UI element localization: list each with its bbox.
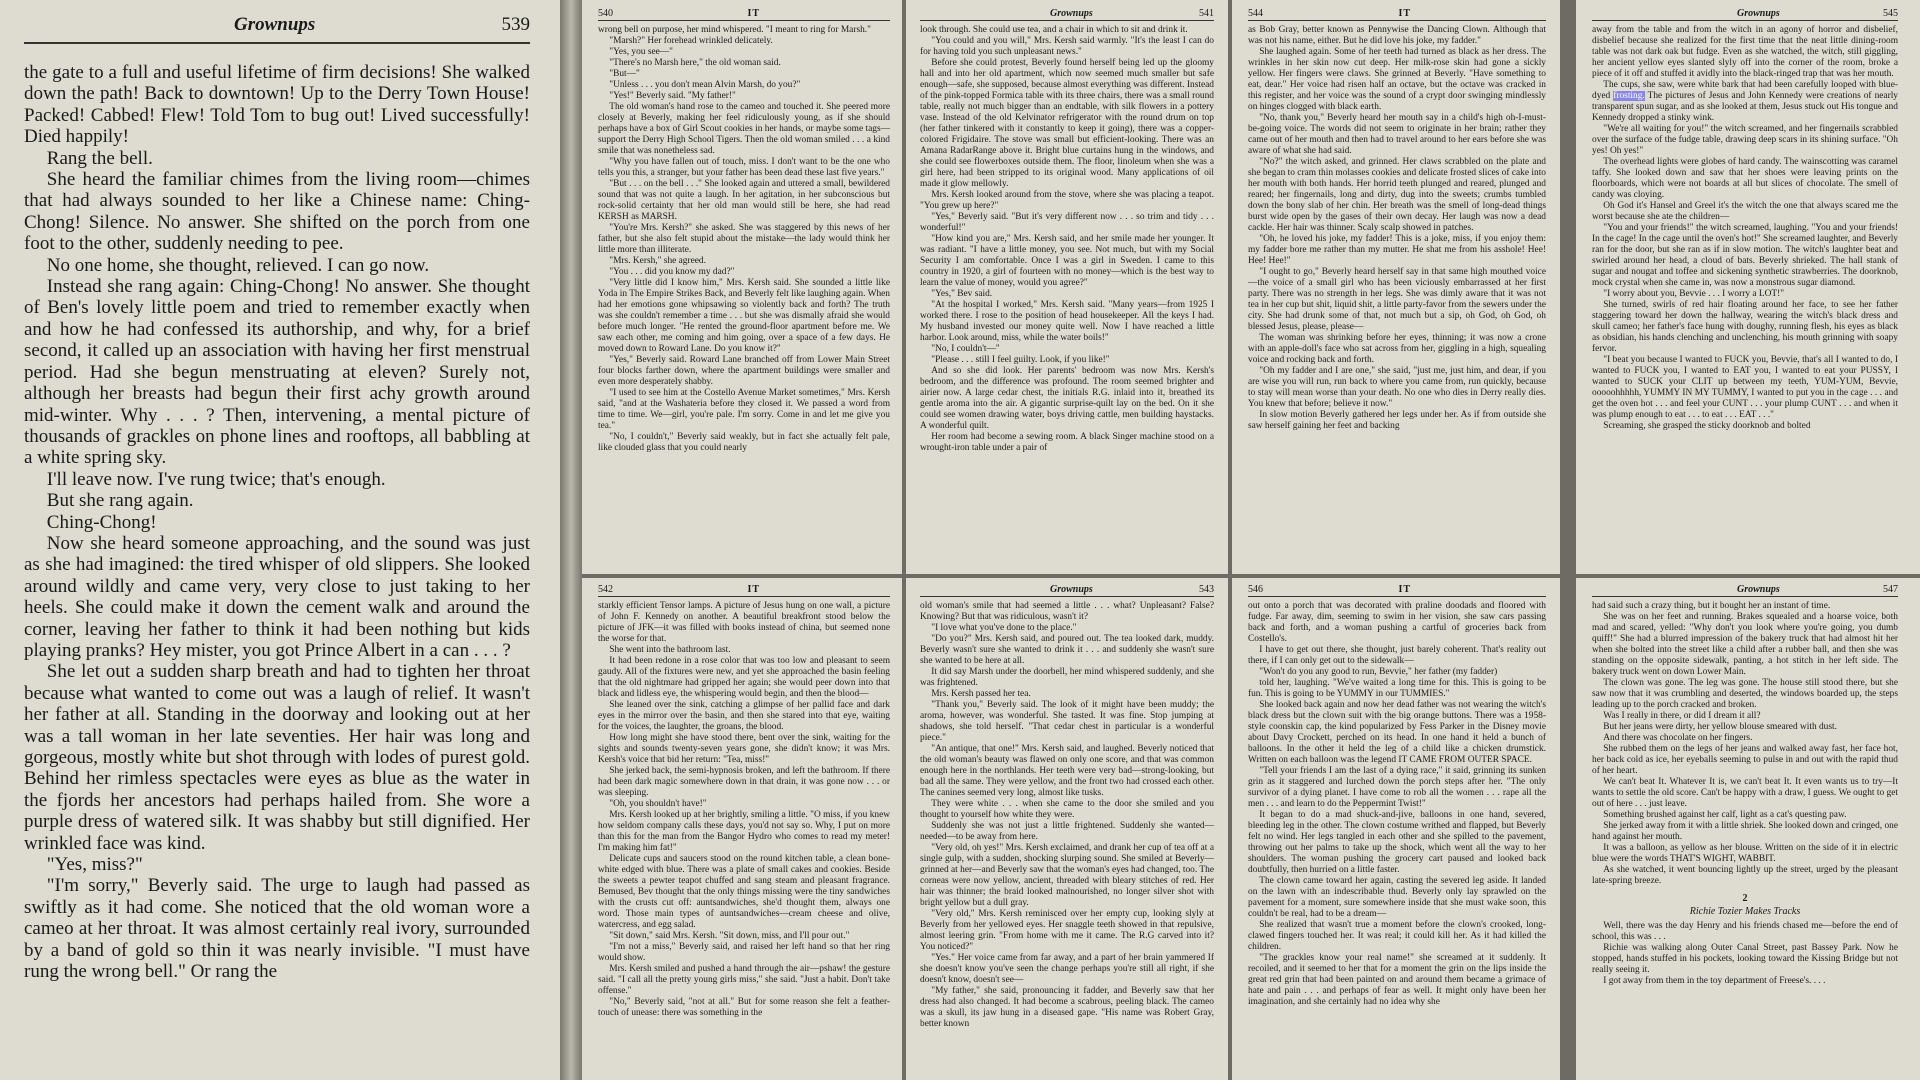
- paragraph: The cups, she saw, were white bark that had been carefully looped with blue-dyed frosting. The pictures of Jesus and John Kennedy were creations of nearly transparent spun sugar, and as she looked at them, Jesus stuck out His tongue and Kennedy dropped a stinky wink.: [1592, 80, 1898, 123]
- paragraph: "Please . . . still I feel guilty. Look, if you like!": [931, 355, 1110, 365]
- paragraph: I'll leave now. I've rung twice; that's enough.: [46, 468, 386, 490]
- paragraph: "Marsh?" Her forehead wrinkled delicately.: [609, 36, 773, 46]
- paragraph: "No, thank you," Beverly heard her mouth say in a child's high oh-I-must-be-going voice. The words did not seem to originate in her brain; rather they came out of her mouth and then had to travel around to her ears before she was aware of what she had said.: [1248, 113, 1546, 156]
- page-number: 540: [598, 8, 613, 19]
- paragraph: Before she could protest, Beverly found herself being led up the gloomy hall and into her old apartment, which now seemed much smaller but safe enough—safe, she supposed, because almost everything was different. Instead of the pink-topped Formica table with its three chairs, there was a small round table, really not much bigger than an endtable, with silk flowers in a pottery vase. Instead of the old Kelvinator refrigerator with the round drum on top (her father tinkered with it constantly to keep it going), there was a copper-colored Frigidaire. The stove was small but efficient-looking. There was an Amana RadarRange above it. Bright blue curtains hung in the windows, and she could see flowerboxes outside them. The floor, linoleum when she was a girl here, had been stripped to its original wood. Many applications of oil made it glow mellowly.: [920, 58, 1214, 189]
- paragraph: She was on her feet and running. Brakes squealed and a hoarse voice, both mad and scared, yelled: "Why don't you look where you're going, you dumb quiff!" She had a blurred impression of the bakery truck that had almost hit her when she bolted into the street like a child after a rubber ball, and then she was standing on the opposite sidewalk, panting, a hot stitch in her left side. The bakery truck went on down Lower Main.: [1592, 612, 1898, 677]
- paragraph: "No?" the witch asked, and grinned. Her claws scrabbled on the plate and she began to cram thin molasses cookies and delicate frosted slices of cake into her mouth with both hands. Her horrid teeth plunged and reared, plunged and reared; her fingernails, long and dirty, dug into the sweets; crumbs tumbled down the bony slab of her chin. Her breath was the smell of long-dead things burst wide open by the gases of their own decay. Her laugh was now a dead cackle. Her hair was thinner. Scaly scalp showed in patches.: [1248, 157, 1546, 233]
- paragraph: "I beat you because I wanted to FUCK you, Bevvie, that's all I wanted to do, I wanted to FUCK you, I wanted to EAT you, I wanted to eat your PUSSY, I wanted to SUCK your CLIT up between my teeth, YUM-YUM, Bevvie, ooooohhhhh, YUMMY IN MY TUMMY, I wanted to put you in the cage . . . and get the oven hot . . . and feel your CUNT . . . your plump CUNT . . . and when it was plump enough to eat . . . to eat . . . EAT . . .": [1592, 355, 1898, 420]
- paragraph: Mrs. Kersh looked around from the stove, where she was placing a teapot. "You grew up here?": [920, 190, 1214, 211]
- paragraph: Richie was walking along Outer Canal Street, past Bassey Park. Now he stopped, hands stuffed in his pockets, looking toward the Kissing Bridge but not really seeing it.: [1592, 943, 1898, 975]
- paragraph: "The grackles know your real name!" she screamed at it suddenly. It recoiled, and it seemed to her that for a moment the grin on the lips inside the great red grin that had been painted on and around them became a grimace of hate and pain . . . and perhaps of fear as well. It might only have been her imagination, and she certainly had no idea why she: [1248, 953, 1546, 1007]
- paragraph: "Very old, oh yes!" Mrs. Kersh exclaimed, and drank her cup of tea off at a single gulp, with a sudden, shocking slurping sound. She smiled at Beverly—grinned at her—and Beverly saw that the woman's eyes had changed, too. The corneas were now yellow, ancient, threaded with bleary stitches of red. Her hair was thinner; the braid looked malnourished, no longer silver shot with bright yellow but a dull gray.: [920, 843, 1214, 908]
- page-number: 544: [1248, 8, 1263, 19]
- paragraph: "Why you have fallen out of touch, miss. I don't want to be the one who tells you this, a stranger, but your father has been dead these last five years.": [598, 157, 890, 178]
- paragraph: "Very old," Mrs. Kersh reminisced over her empty cup, looking slyly at Beverly from her yellowed eyes. Her snaggle teeth showed in that repulsive, almost leering grin. "From home with me it came. The R.G carved into it? You noticed?": [920, 909, 1214, 952]
- paragraph: She laughed again. Some of her teeth had turned as black as her dress. The wrinkles in her skin now cut deep. Her milk-rose skin had gone a sickly yellow. Her fingers were claws. She grinned at Beverly. "Have something to eat, dear." Her voice had risen half an octave, but the octave was cracked in this register, and her voice was the sound of a crypt door swinging mindlessly on hinges clogged with black earth.: [1248, 47, 1546, 112]
- paragraph: "I ought to go," Beverly heard herself say in that same high mouthed voice—the voice of a small girl who has been viciously embarrassed at her first party. There was no strength in her legs. She was dimly aware that it was not tea in her cup but shit, liquid shit, a little party-favor from the sewers under the city. She had drunk some of that, not much but a sip, oh God, oh God, oh blessed Jesus, please, please—: [1248, 267, 1546, 332]
- paragraph: "Yes, you see—": [609, 47, 673, 57]
- paragraph: "Unless . . . you don't mean Alvin Marsh, do you?": [609, 80, 801, 90]
- page-number: 547: [1883, 584, 1898, 595]
- paragraph: "Yes," Beverly said. "But it's very different now . . . so trim and tidy . . . wonderful!": [920, 212, 1214, 233]
- paragraph: I have to get out there, she thought, just barely coherent. That's reality out there, if I can only get out to the sidewalk—: [1248, 645, 1546, 666]
- paragraph: "We're all waiting for you!" the witch screamed, and her fingernails scrabbled over the surface of the fudge table, drawing deep scars in its shining surface. "Oh yes! Oh yes!": [1592, 124, 1898, 156]
- paragraph: Suddenly she was not just a little frightened. Suddenly she wanted—needed—to be away from here.: [920, 821, 1214, 842]
- paragraph: I got away from them in the toy department of Freese's. . . .: [1603, 976, 1826, 986]
- page-body: [598, 25, 890, 454]
- paragraph: "Mrs. Kersh," she agreed.: [609, 256, 706, 266]
- paragraph: "I'm not a miss," Beverly said, and raised her left hand so that her ring would show.: [598, 942, 890, 963]
- paragraph: Was I really in there, or did I dream it all?: [1603, 711, 1761, 721]
- running-title: Grownups: [1737, 8, 1780, 19]
- page-number: 541: [1199, 8, 1214, 19]
- paragraph: "You and your friends!" the witch screamed, laughing. "You and your friends! In the cage! In the cage until the oven's hot!" She screamed laughter, and Beverly ran for the door, but she ran as if in slow motion. The witch's laughter beat and swirled around her head, a cloud of bats. Beverly shrieked. The hall stank of sugar and nougat and toffee and sickening synthetic strawberries. The doorknob, mock crystal when she came in, was now a monstrous sugar diamond.: [1592, 223, 1898, 288]
- paragraph: As she watched, it went bouncing lightly up the street, urged by the pleasant late-spring breeze.: [1592, 865, 1898, 886]
- page-body: [920, 601, 1214, 1030]
- paragraph: She looked back again and now her dead father was not wearing the witch's black dress but the clown suit with the big orange buttons. There was a 1958-style coonskin cap, the kind popularized by Fess Parker in the Disney movie about Davy Crockett, perched on its head. In one hand it held a bunch of balloons. In the other it held the leg of a child like a chicken drumstick. Written on each balloon was the legend IT CAME FROM OUTER SPACE.: [1248, 700, 1546, 765]
- paragraph: "Thank you," Beverly said. The look of it might have been muddy; the aroma, however, was wonderful. She tasted. It was fine. Stop jumping at shadows, she told herself. "That cedar chest in particular is a wonderful piece.": [920, 700, 1214, 743]
- paragraph: She went into the bathroom last.: [609, 645, 731, 655]
- paragraph: as Bob Gray, better known as Pennywise the Dancing Clown. Although that was not his name, either. But he did love his joke, my fadder.": [1248, 25, 1546, 46]
- paragraph: Ching-Chong!: [46, 511, 157, 533]
- running-title: IT: [747, 584, 760, 595]
- paragraph: told her, laughing. "We've waited a long time for this. This is going to be fun. This is going to be YUMMY in our TUMMIES.": [1248, 678, 1546, 699]
- paragraph: Now she heard someone approaching, and the sound was just as she had imagined: the tired whisper of old slippers. She looked around wildly and came very, very close to just taking to her heels. She could make it down the cement walk and around the corner, leaving her father to think it had been nothing but kids playing pranks? Hey mister, you got Prince Albert in a can . . . ?: [24, 532, 530, 661]
- page-number: 542: [598, 584, 613, 595]
- paragraph: Oh God it's Hansel and Greel it's the witch the one that always scared me the worst because she ate the children—: [1592, 201, 1898, 222]
- paragraph: "You're Mrs. Kersh?" she asked. She was staggered by this news of her father, but she also felt stupid about the mistake—the lady would think her little more than illiterate.: [598, 223, 890, 255]
- page-body: [598, 601, 890, 1019]
- page-number: 545: [1883, 8, 1898, 19]
- page-body: [920, 25, 1214, 454]
- page-header: [1592, 584, 1898, 597]
- page-number: 539: [501, 14, 530, 35]
- running-title: Grownups: [1050, 8, 1093, 19]
- paragraph: Mrs. Kersh smiled and pushed a hand through the air—pshaw! the gesture said. "I call all the pretty young girls miss," she said. "Just a habit. Don't take offense.": [598, 964, 890, 996]
- paragraph: How long might she have stood there, bent over the sink, waiting for the sights and sounds twenty-seven years gone, she didn't know; it was Mrs. Kersh's voice that bid her return: "Tea, miss!": [598, 733, 890, 765]
- running-title: IT: [1398, 584, 1411, 595]
- paragraph: Mrs. Kersh passed her tea.: [931, 689, 1031, 699]
- paragraph: "Oh, you shouldn't have!": [609, 799, 707, 809]
- page-header: [920, 8, 1214, 21]
- page-540: [582, 0, 902, 574]
- paragraph: They were white . . . when she came to the door she smiled and you thought to yourself how white they were.: [920, 799, 1214, 820]
- paragraph: She jerked back, the semi-hypnosis broken, and left the bathroom. If there had been dark magic somewhere down in that drain, it was gone now . . . or was sleeping.: [598, 766, 890, 798]
- paragraph: She rubbed them on the legs of her jeans and walked away fast, her face hot, her back cold as ice, her eyeballs seeming to pulse in and out with the rapid thud of her heart.: [1592, 744, 1898, 776]
- paragraph: She let out a sudden sharp breath and had to tighten her throat because what wanted to come out was a laugh of relief. It wasn't her father at all. Standing in the doorway and looking out at her was a tall woman in her late seventies. Her hair was long and gorgeous, mostly white but shot through with lodes of purest gold. Behind her rimless spectacles were eyes as blue as the water in the fjords her ancestors had perhaps hailed from. She wore a purple dress of watered silk. It was shabby but still dignified. Her wrinkled face was kind.: [24, 661, 530, 854]
- page-545: [1576, 0, 1920, 574]
- page-header: [1248, 8, 1546, 21]
- page-544: [1232, 0, 1560, 574]
- paragraph: But she rang again.: [46, 490, 194, 512]
- page-header: [598, 584, 890, 597]
- page-header: [24, 14, 530, 44]
- paragraph: Her room had become a sewing room. A black Singer machine stood on a wrought-iron table under a pair of: [920, 432, 1214, 453]
- paragraph: It had been redone in a rose color that was too low and pleasant to seem gaudy. All of the fixtures were new, and yet she approached the basin feeling that the old nightmare had gripped her again; she would peer down into that black and lidless eye, the whispering would begin, and then the blood—: [598, 656, 890, 699]
- paragraph: She realized that wasn't true a moment before the clown's crooked, long-clawed fingers touched her. It was real; it could kill her. As it had killed the children.: [1248, 920, 1546, 952]
- paragraph: "Sit down," said Mrs. Kersh. "Sit down, miss, and I'll pour out.": [609, 931, 850, 941]
- paragraph: wrong bell on purpose, her mind whispered. "I meant to ring for Marsh.": [598, 25, 871, 35]
- page-number: 546: [1248, 584, 1263, 595]
- paragraph: old woman's smile that had seemed a little . . . what? Unpleasant? False? Knowing? But that was ridiculous, wasn't it?: [920, 601, 1214, 622]
- paragraph: "At the hospital I worked," Mrs. Kersh said. "Many years—from 1925 I worked there. I rose to the position of head housekeeper. All the keys I had. My husband invested our money quite well. Now I have reached a little harbor. Look around, miss, while the water boils!": [920, 300, 1214, 343]
- page-543: [906, 578, 1228, 1080]
- paragraph: And there was chocolate on her fingers.: [1603, 733, 1753, 743]
- paragraph: "Won't do you any good to run, Bevvie," her father (my fadder): [1259, 667, 1498, 677]
- paragraph: It began to do a mad shuck-and-jive, balloons in one hand, severed, bleeding leg in the other. The clown costume writhed and flapped, but Beverly felt no wind. Her legs tangled in each other and she spilled to the pavement, throwing out her palms to take up the shock, which went all the way to her shoulders. The woman pushing the grocery cart paused and looked back doubtfully, then hurried on a little faster.: [1248, 810, 1546, 875]
- paragraph: No one home, she thought, relieved. I can go now.: [46, 254, 430, 276]
- paragraph: "I used to see him at the Costello Avenue Market sometimes," Mrs. Kersh said, "and at the Washateria before they closed it. We passed a word from time to time. We—girl, you're pale. I'm sorry. Come in and let me give you tea.": [598, 388, 890, 431]
- paragraph: "An antique, that one!" Mrs. Kersh said, and laughed. Beverly noticed that the old woman's beauty was flawed on only one score, and that was common enough here in the northlands. Her teeth were very bad—strong-looking, but bad all the same. They were yellow, and the front two had crossed each other. The canines seemed very long, almost like tusks.: [920, 744, 1214, 798]
- paragraph: Screaming, she grasped the sticky doorknob and bolted: [1603, 421, 1811, 431]
- paragraph: "My father," she said, pronouncing it fadder, and Beverly saw that her dress had also changed. It had become a scabrous, peeling black. The cameo was a skull, its jaw hung in a diseased gape. "His name was Robert Gray, better known: [920, 986, 1214, 1029]
- paragraph: Delicate cups and saucers stood on the round kitchen table, a clean bone-white edged with blue. There was a plate of small cakes and cookies. Beside the sweets a pewter teapot chuffed and sang steam and pleasant fragrance. Bemused, Bev thought that the only things missing were the tiny sandwiches with the crusts cut off: auntsandwiches, she'd thought them, always one word. Those main types of auntsandwiches—cream cheese and olive, watercress, and egg salad.: [598, 854, 890, 930]
- page-542: [582, 578, 902, 1080]
- page-546: [1232, 578, 1560, 1080]
- paragraph: "But—": [609, 69, 640, 79]
- paragraph: The clown came toward her again, casting the severed leg aside. It landed on the lawn with an indescribable thud. Beverly only lay sprawled on the pavement for a moment, sure somewhere inside that she must wake soon, this couldn't be real, had to be a dream—: [1248, 876, 1546, 919]
- paragraph: Well, there was the day Henry and his friends chased me—before the end of school, this was . . .: [1592, 921, 1898, 942]
- paragraph: "Yes, miss?": [46, 854, 143, 876]
- running-title: IT: [1398, 8, 1411, 19]
- text-selection-highlight[interactable]: frosting.: [1613, 91, 1645, 101]
- paragraph: And so she did look. Her parents' bedroom was now Mrs. Kersh's bedroom, and the difference was profound. The room seemed brighter and airier now. A large cedar chest, the initials R.G. inlaid into it, breathed its gentle aroma into the air. A gigantic surprise-quilt lay on the bed. On it she could see women drawing water, boys driving cattle, men building haystacks. A wonderful quilt.: [920, 366, 1214, 431]
- paragraph: We can't beat It. Whatever It is, we can't beat It. It even wants us to try—It wants to settle the old score. Can't be happy with a draw, I guess. We ought to get out of here . . . just leave.: [1592, 777, 1898, 809]
- paragraph: But her jeans were dirty, her yellow blouse smeared with dust.: [1603, 722, 1837, 732]
- paragraph: away from the table and from the witch in an agony of horror and disbelief, disbelief because she realized for the first time that the neat little dining-room table was not dark oak but fudge. Even as she watched, the witch, still giggling, her ancient yellow eyes slanted slyly off into the corner of the room, broke a piece of it off and stuffed it avidly into the black-ringed trap that was her mouth.: [1592, 25, 1898, 79]
- paragraph: She heard the familiar chimes from the living room—chimes that had always sounded to her like a Chinese name: Ching-Chong! Silence. No answer. She shifted on the porch from one foot to the other, suddenly needing to pee.: [24, 169, 530, 255]
- paragraph: starkly efficient Tensor lamps. A picture of Jesus hung on one wall, a picture of John F. Kennedy on another. A beautiful breakfront stood below the picture of JFK—it was filled with books instead of china, but seemed none the worse for that.: [598, 601, 890, 644]
- running-title: Grownups: [1737, 584, 1780, 595]
- section-body: [1592, 921, 1898, 987]
- page-number: 543: [1199, 584, 1214, 595]
- paragraph: "No, I couldn't—": [931, 344, 1000, 354]
- page-header: [598, 8, 890, 21]
- paragraph: The old woman's hand rose to the cameo and touched it. She peered more closely at Beverly, making her feel ridiculously young, as if she should perhaps have a box of Girl Scout cookies in her hands, or maybe some tags—support the Derry High School Tigers. Then the old woman smiled . . . a kind smile that was nonetheless sad.: [598, 102, 890, 156]
- paragraph: "No, I couldn't," Beverly said weakly, but in fact she actually felt pale, like clouded glass that you could nearly: [598, 432, 890, 453]
- paragraph: out onto a porch that was decorated with praline doodads and floored with fudge. Far away, dim, seeming to swim in her vision, she saw cars passing back and forth, and a woman pushing a cartful of groceries back from Costello's.: [1248, 601, 1546, 644]
- page-539: [0, 0, 560, 1080]
- page-body: [1248, 25, 1546, 432]
- paragraph: "I'm sorry," Beverly said. The urge to laugh had passed as swiftly as it had come. She noticed that the old woman wore a cameo at her throat. It was almost certainly real ivory, surrounded by a band of gold so thin it was nearly invisible. "I must have rung the wrong bell." Or rang the: [24, 875, 530, 983]
- page-body: [1248, 601, 1546, 1008]
- page-header: [1592, 8, 1898, 21]
- section-number: 2: [1742, 893, 1748, 904]
- running-title: IT: [747, 8, 760, 19]
- paragraph: The overhead lights were globes of hard candy. The wainscotting was caramel taffy. She looked down and saw that her shoes were leaving prints on the floorboards, which were not boards at all but slices of chocolate. The smell of candy was cloying.: [1592, 157, 1898, 200]
- paragraph: "You . . . did you know my dad?": [609, 267, 735, 277]
- paragraph: "Tell your friends I am the last of a dying race," it said, grinning its sunken grin as it staggered and lurched down the porch steps after her. "The only survivor of a dying planet. I have come to rob all the women . . . rape all the men . . . and learn to do the Peppermint Twist!": [1248, 766, 1546, 809]
- paragraph: The clown was gone. The leg was gone. The house still stood there, but she saw now that it was crumbling and deserted, the windows boarded up, the steps leading up to the porch cracked and broken.: [1592, 678, 1898, 710]
- paragraph: She turned, swirls of red hair floating around her face, to see her father staggering toward her down the hallway, wearing the witch's black dress and skull cameo; her father's face hung with doughy, running flesh, his eyes as black as obsidian, his hands clenching and unclenching, his mouth grinning with soapy fervor.: [1592, 300, 1898, 354]
- page-547: [1576, 578, 1920, 1080]
- paragraph: "Yes," Beverly said. Roward Lane branched off from Lower Main Street four blocks farther down, where the apartment buildings were smaller and even more desperately shabby.: [598, 355, 890, 387]
- paragraph: "Oh my fadder and I are one," she said, "just me, just him, and dear, if you are wise you will run, run back to where you came from, run quickly, because to stay will mean worse than your death. No one who dies in Derry really dies. You knew that before; believe it now.": [1248, 366, 1546, 409]
- paragraph: "I worry about you, Bevvie . . . I worry a LOT!": [1603, 289, 1785, 299]
- running-title: Grownups: [234, 14, 316, 35]
- paragraph: In slow motion Beverly gathered her legs under her. As if from outside she saw herself gaining her feet and backing: [1248, 410, 1546, 431]
- paragraph: "There's no Marsh here," the old woman said.: [609, 58, 781, 68]
- paragraph: "Yes!" Beverly said. "My father!": [609, 91, 736, 101]
- paragraph: "Oh, he loved his joke, my fadder! This is a joke, miss, if you enjoy them: my fadder bore me rather than my mutter. He shat me from his asshole! Hee! Hee! Hee!": [1248, 234, 1546, 266]
- paragraph: Something brushed against her calf, light as a cat's questing paw.: [1603, 810, 1847, 820]
- page-header: [1248, 584, 1546, 597]
- paragraph: The woman was shrinking before her eyes, thinning; it was now a crone with an apple-doll's face who sat across from her, giggling in a high, squealing voice and rocking back and forth.: [1248, 333, 1546, 365]
- paragraph: Instead she rang again: Ching-Chong! No answer. She thought of Ben's lovely little poem and tried to remember exactly when and how he had confessed its authorship, and why, for a brief second, it called up an association with having her first menstrual period. Had she begun menstruating at eleven? Surely not, although her breasts had begun their first achy growth around mid-winter. Why . . . ? Then, intervening, a mental picture of thousands of grackles on phone lines and rooftops, all babbling at a white spring sky.: [24, 276, 530, 469]
- page-body: [1592, 601, 1898, 887]
- paragraph: Rang the bell.: [46, 147, 153, 169]
- paragraph: "Do you?" Mrs. Kersh said, and poured out. The tea looked dark, muddy. Beverly wasn't sure she wanted to drink it . . . and suddenly she wasn't sure she wanted to be here at all.: [920, 634, 1214, 666]
- paragraph: "Very little did I know him," Mrs. Kersh said. She sounded a little like Yoda in The Empire Strikes Back, and Beverly felt like laughing again. When had her emotions gone whipsawing so violently back and forth? The truth was she couldn't remember a time . . . but she was dismally afraid she would before much longer. "He rented the ground-floor apartment before me. We saw each other, me coming and him going, over a space of a few days. He moved down to Roward Lane. Do you know it?": [598, 278, 890, 354]
- paragraph: Mrs. Kersh looked up at her brightly, smiling a little. "O miss, if you knew how seldom company calls these days, you'd not say so. Why, I put on more than this for the man from the Bangor Hydro who comes to read my meter! I'm making him fat!": [598, 810, 890, 853]
- paragraph: "I love what you've done to the place.": [931, 623, 1077, 633]
- paragraph: "No," Beverly said, "not at all." But for some reason she felt a feather-touch of unease: there was something in the: [598, 997, 890, 1018]
- page-header: [920, 584, 1214, 597]
- paragraph: the gate to a full and useful lifetime of firm decisions! She walked down the path! Back to downtown! Up to the Derry Town House! Packed! Cabbed! Flew! Told Tom to bug out! Lived successfully! Died happily!: [24, 62, 530, 148]
- paragraph: She leaned over the sink, catching a glimpse of her pallid face and dark eyes in the mirror over the basin, and then she stared into that eye, waiting for the voices, the laughter, the groans, the blood.: [598, 700, 890, 732]
- page-body: [24, 62, 530, 982]
- paragraph: "How kind you are," Mrs. Kersh said, and her smile made her younger. It was radiant. "I have a little money, you see. Not much, but with my Social Security I am comfortable. Once I was a girl in Sweden. I came to this country in 1920, a girl of fourteen with no money—which is the best way to learn the value of money, would you agree?": [920, 234, 1214, 288]
- paragraph: "Yes." Her voice came from far away, and a part of her brain yammered If she doesn't know you've seen the change perhaps you're still all right, if she doesn't know, doesn't see—: [920, 953, 1214, 985]
- running-title: Grownups: [1050, 584, 1093, 595]
- page-541: [906, 0, 1228, 574]
- paragraph: It was a balloon, as yellow as her blouse. Written on the side of it in electric blue were the words THAT'S WIGHT, WABBIT.: [1592, 843, 1898, 864]
- paragraph: look through. She could use tea, and a chair in which to sit and drink it.: [920, 25, 1188, 35]
- paragraph: "Yes," Bev said.: [931, 289, 993, 299]
- paragraph: "You could and you will," Mrs. Kersh said warmly. "It's the least I can do for having told you such unpleasant news.": [920, 36, 1214, 57]
- paragraph: It did say Marsh under the doorbell, her mind whispered suddenly, and she was frightened.: [920, 667, 1214, 688]
- page-gutter: [560, 0, 582, 1080]
- paragraph: had said such a crazy thing, but it bought her an instant of time.: [1592, 601, 1831, 611]
- section-title: Richie Tozier Makes Tracks: [1689, 906, 1801, 917]
- page-body: [1592, 25, 1898, 432]
- paragraph: She jerked away from it with a little shriek. She looked down and cringed, one hand against her mouth.: [1592, 821, 1898, 842]
- paragraph: "But . . . on the bell . . ." She looked again and uttered a small, bewildered sound that was not quite a laugh. In her agitation, in her subconscious but rock-solid certainty that her old man would still be here, she had read KERSH as MARSH.: [598, 179, 890, 222]
